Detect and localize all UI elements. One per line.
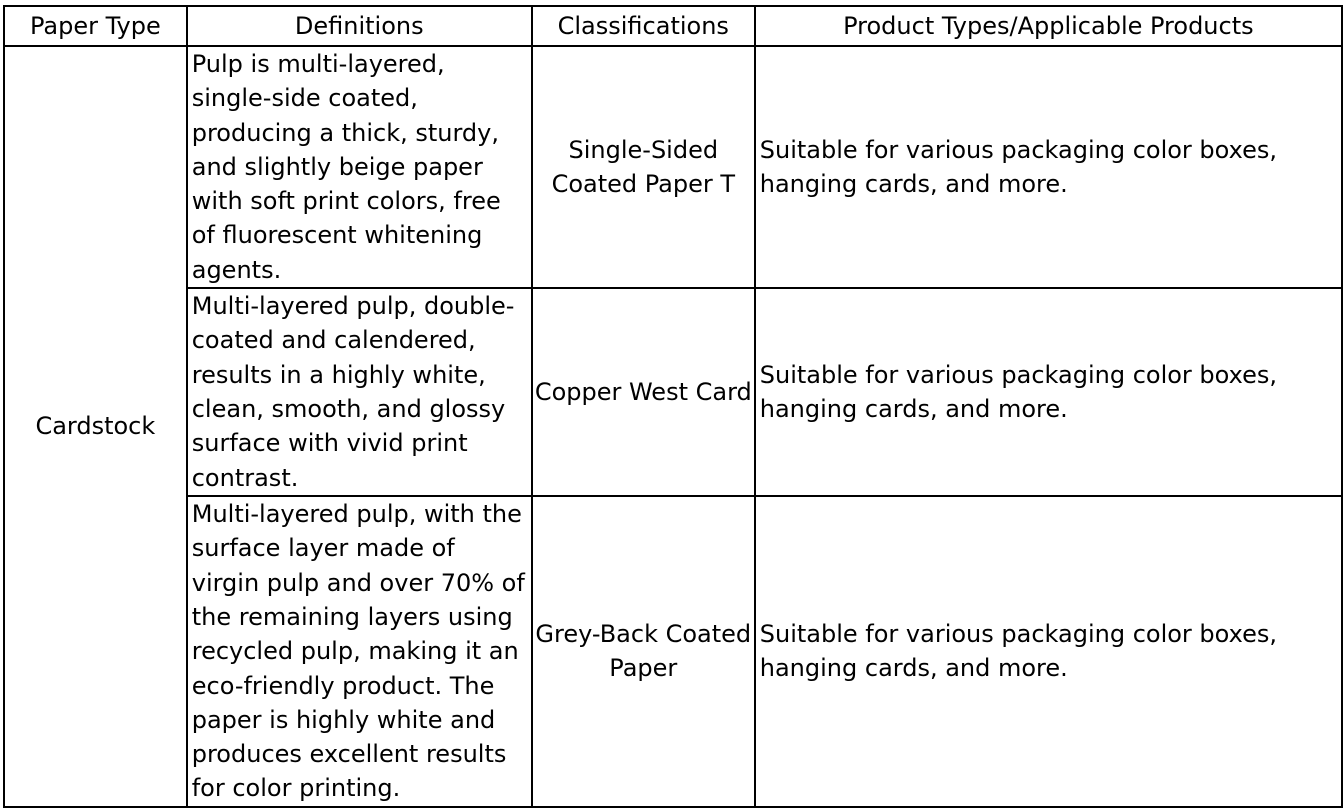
classification-cell: Copper West Card: [532, 288, 755, 496]
header-row: [4, 6, 1342, 46]
classification-cell: Single-Sided Coated Paper T: [532, 46, 755, 288]
products-cell: Suitable for various packaging color boxes, hanging cards, and more.: [755, 46, 1342, 288]
paper-types-table: [3, 5, 1343, 808]
definition-cell: Multi-layered pulp, double-coated and calendered, results in a highly white, clean, smooth, and glossy surface with vivid print contrast.: [187, 288, 532, 496]
header-paper-type: Paper Type: [4, 6, 187, 46]
table-row: [4, 496, 1342, 807]
header-products: Product Types/Applicable Products: [755, 6, 1342, 46]
paper-type-cell: Cardstock: [4, 46, 187, 807]
products-cell: Suitable for various packaging color boxes, hanging cards, and more.: [755, 288, 1342, 496]
header-definitions: Definitions: [187, 6, 532, 46]
table-row: [4, 46, 1342, 288]
header-classifications: Classifications: [532, 6, 755, 46]
definition-cell: Pulp is multi-layered, single-side coated, producing a thick, sturdy, and slightly beige paper with soft print colors, free of fluorescent whitening agents.: [187, 46, 532, 288]
definition-cell: Multi-layered pulp, with the surface layer made of virgin pulp and over 70% of the remaining layers using recycled pulp, making it an eco-friendly product. The paper is highly white and produces excellent results for color printing.: [187, 496, 532, 807]
table-row: [4, 288, 1342, 496]
products-cell: Suitable for various packaging color boxes, hanging cards, and more.: [755, 496, 1342, 807]
classification-cell: Grey-Back Coated Paper: [532, 496, 755, 807]
